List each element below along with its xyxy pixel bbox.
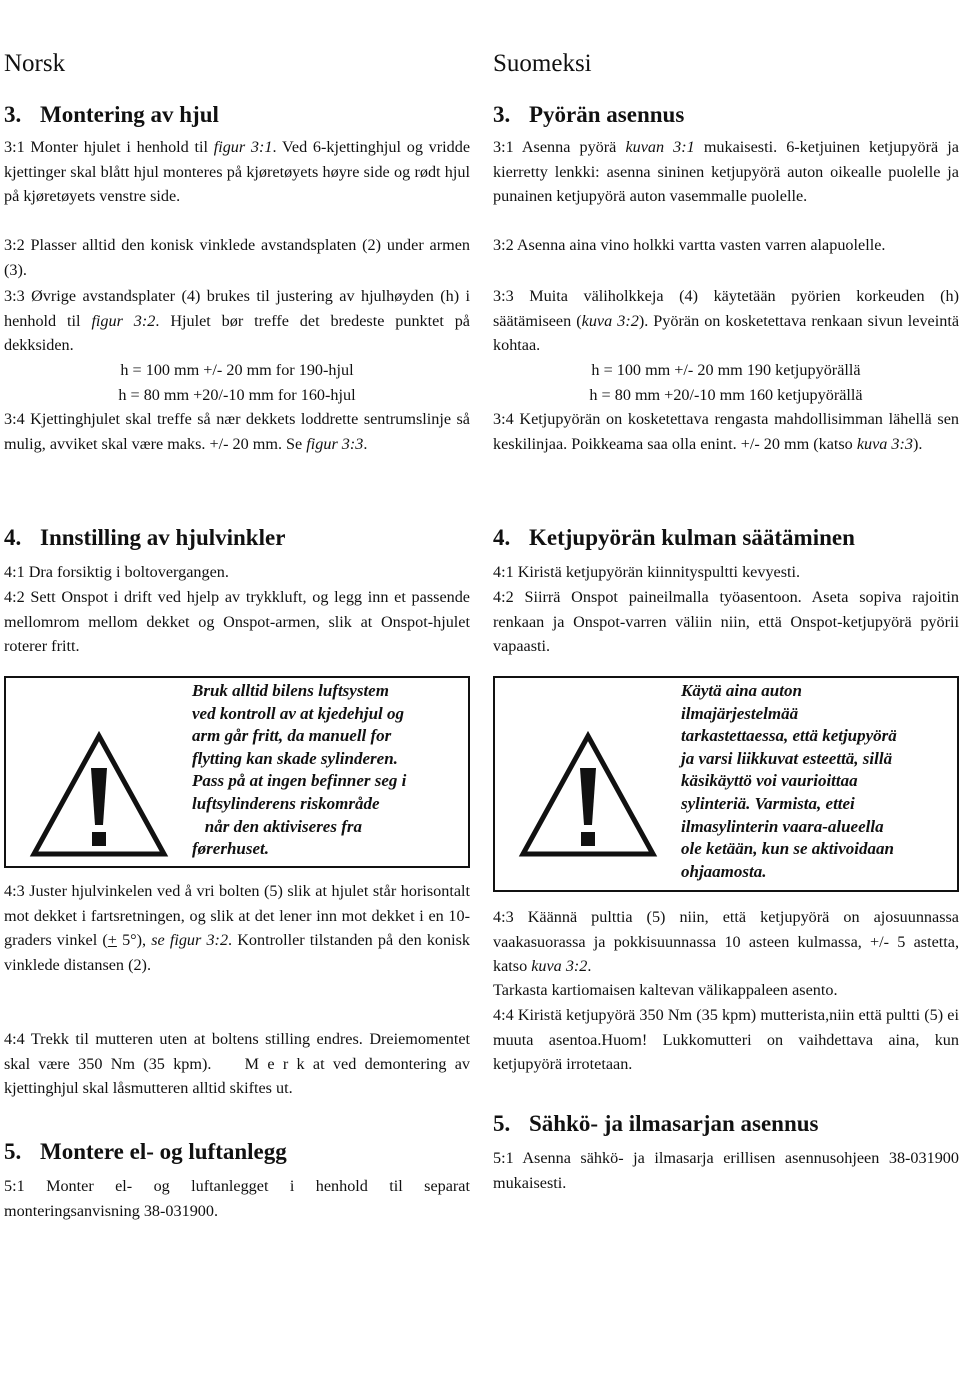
paragraph-5-1: 5:1 Asenna sähkö- ja ilmasarja erillisen asennusohjeen 38-031900 mukaisesti. bbox=[493, 1149, 959, 1192]
warning-triangle-icon bbox=[517, 730, 659, 860]
warning-box bbox=[493, 676, 959, 892]
paragraph-4-3-check: Tarkasta kartiomaisen kaltevan välikappaleen asento. bbox=[493, 981, 838, 999]
paragraph-4-4: 4:4 Trekk til mutteren uten at boltens stilling endres. Dreiemomentet skal være 350 Nm (35 kpm). M e r k at ved demontering av kjettinghjul skal låsmutteren alltid skiftes ut. bbox=[4, 1030, 475, 1098]
section-5-heading: 5. Sähkö- ja ilmasarjan asennus bbox=[493, 1111, 819, 1136]
height-spec-2: h = 80 mm +20/-10 mm for 160-hjul bbox=[118, 386, 356, 404]
paragraph-4-4: 4:4 Kiristä ketjupyörä 350 Nm (35 kpm) mutterista,niin että pultti (5) ei muuta asentoa.Huom! Lukkomutteri on vaihdettava aina, kun ketjupyörä irrotetaan. bbox=[493, 1006, 959, 1074]
paragraph-3-1: 3:1 Asenna pyörä kuvan 3:1 mukaisesti. 6-ketjuinen ketjupyörä ja kierretty lenkki: asenna sininen ketjupyörä auton oikealle puolelle ja punainen ketjupyörä auton vasemmalle puolelle. bbox=[493, 138, 959, 206]
paragraph-4-3: 4:3 Juster hjulvinkelen ved å vri bolten (5) slik at hjulet står horisontalt mot dekket i fartsretningen, og slik at det lener inn mot dekket i en 10-graders vinkel (+ 5°), se figur 3:2. Kontroller tilstanden på den konisk vinklede distansen (2). bbox=[4, 882, 470, 974]
height-spec-1: h = 100 mm +/- 20 mm 190 ketjupyörällä bbox=[591, 361, 861, 379]
warning-triangle-icon bbox=[28, 730, 170, 860]
warning-box bbox=[4, 676, 470, 868]
section-5-heading: 5. Montere el- og luftanlegg bbox=[4, 1139, 287, 1164]
paragraph-5-1: 5:1 Monter el- og luftanlegget i henhold til separat monteringsanvisning 38-031900. bbox=[4, 1177, 470, 1220]
paragraph-4-1: 4:1 Kiristä ketjupyörän kiinnityspultti kevyesti. bbox=[493, 563, 801, 581]
paragraph-3-2: 3:2 Plasser alltid den konisk vinklede avstandsplaten (2) under armen (3). bbox=[4, 236, 470, 279]
paragraph-4-2: 4:2 Sett Onspot i drift ved hjelp av trykkluft, og legg inn et passende mellomrom mellom dekket og Onspot-armen, slik at Onspot-hjulet roterer fritt. bbox=[4, 588, 470, 656]
language-title: Suomeksi bbox=[493, 50, 592, 77]
section-3-heading: 3. Montering av hjul bbox=[4, 102, 219, 127]
paragraph-3-3: 3:3 Øvrige avstandsplater (4) brukes til justering av hjulhøyden (h) i henhold til figur 3:2. Hjulet bør treffe det bredeste punktet på dekksiden. bbox=[4, 287, 470, 355]
height-spec-1: h = 100 mm +/- 20 mm for 190-hjul bbox=[120, 361, 354, 379]
paragraph-4-2: 4:2 Siirrä Onspot paineilmalla työasentoon. Aseta sopiva rajoitin renkaan ja Onspot-varren väliin niin, että Onspot-ketjupyörä pyörii vapaasti. bbox=[493, 588, 959, 656]
section-3-heading: 3. Pyörän asennus bbox=[493, 102, 685, 127]
height-spec-2: h = 80 mm +20/-10 mm 160 ketjupyörällä bbox=[589, 386, 863, 404]
language-title: Norsk bbox=[4, 50, 66, 77]
paragraph-3-4: 3:4 Kjettinghjulet skal treffe så nær dekkets loddrette sentrumslinje så mulig, avviket skal være maks. +/- 20 mm. Se figur 3:3. bbox=[4, 410, 470, 453]
paragraph-4-3: 4:3 Käännä pulttia (5) niin, että ketjupyörä on ajosuunnassa vaakasuorassa ja pokkisuunnassa 10 asteen kulmassa, +/- 5 astetta, katso kuva 3:2. bbox=[493, 908, 959, 976]
paragraph-4-1: 4:1 Dra forsiktig i boltovergangen. bbox=[4, 563, 229, 581]
paragraph-3-2: 3:2 Asenna aina vino holkki vartta vasten varren alapuolelle. bbox=[493, 236, 886, 254]
paragraph-3-3: 3:3 Muita väliholkkeja (4) käytetään pyörien korkeuden (h) säätämiseen (kuva 3:2). Pyörän on kosketettava renkaan sivun leveintä kohtaa. bbox=[493, 287, 960, 355]
warning-text: Käytä aina auton ilmajärjestelmää tarkastettaessa, että ketjupyörä ja varsi liikkuvat esteettä, sillä käsikäyttö voi vaurioittaa sylinteriä. Varmista, ettei ilmasylinterin vaara-alueella ole ketään, kun se aktivoidaan ohjaamosta. bbox=[681, 681, 897, 881]
paragraph-3-1: 3:1 Monter hjulet i henhold til figur 3:1. Ved 6-kjettinghjul og vridde kjettinger skal blått hjul monteres på kjøretøyets høyre side og rødt hjul på kjøretøyets venstre side. bbox=[4, 138, 471, 206]
warning-text: Bruk alltid bilens luftsystem ved kontroll av at kjedehjul og arm går fritt, da manuell for flytting kan skade sylinderen. Pass på at ingen befinner seg i luftsylinderens riskområde når den aktiviseres fra førerhuset. bbox=[192, 681, 407, 859]
section-4-heading: 4. Innstilling av hjulvinkler bbox=[4, 525, 286, 550]
paragraph-3-4: 3:4 Ketjupyörän on kosketettava rengasta mahdollisimman lähellä sen keskilinjaa. Poikkeama saa olla enint. +/- 20 mm (katso kuva 3:3). bbox=[493, 410, 959, 453]
section-4-heading: 4. Ketjupyörän kulman säätäminen bbox=[493, 525, 855, 550]
